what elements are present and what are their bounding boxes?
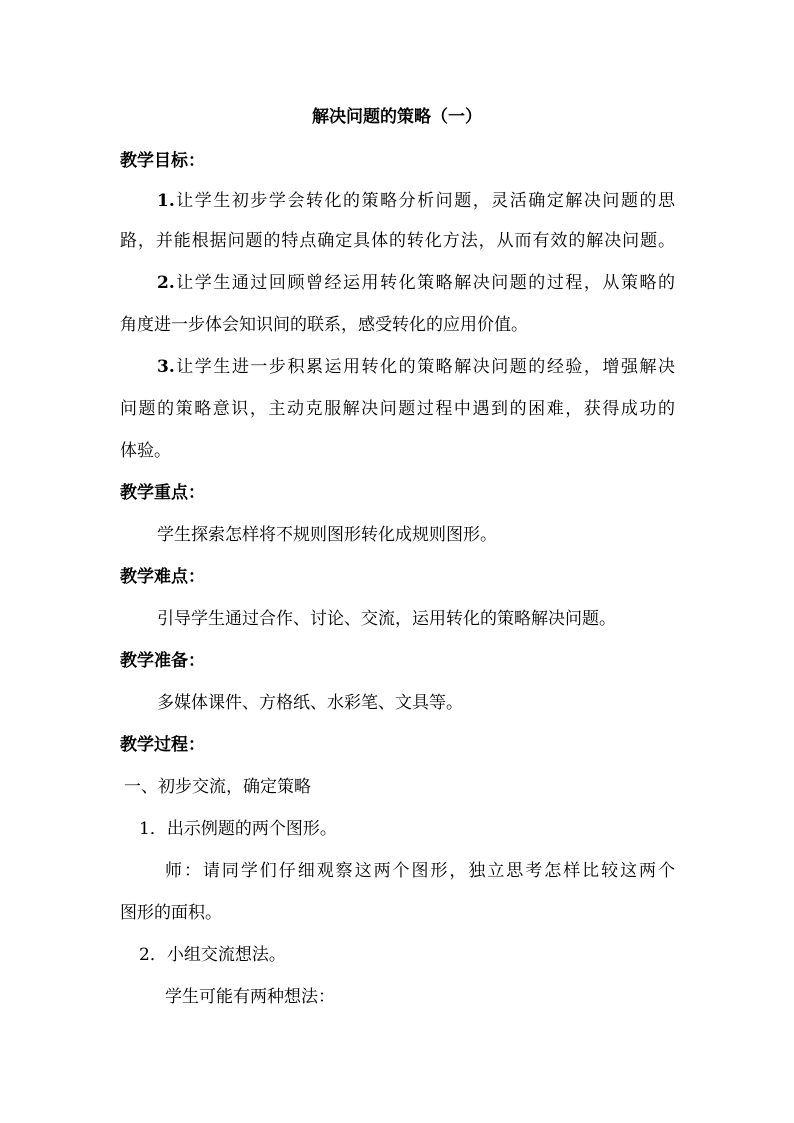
process-part-1: 一、初步交流，确定策略 [124, 777, 311, 797]
goal-2-text: 让学生通过回顾曾经运用转化策略解决问题的过程，从策略的 [174, 273, 675, 293]
goal-1-line-2: 路，并能根据问题的特点确定具体的转化方法，从而有效的解决问题。 [120, 231, 675, 251]
key-point-text: 学生探索怎样将不规则图形转化成规则图形。 [157, 525, 497, 545]
key-point-heading: 教学重点： [120, 483, 205, 503]
goals-heading: 教学目标： [120, 151, 205, 171]
goal-3-text: 让学生进一步积累运用转化的策略解决问题的经验，增强解决 [174, 357, 675, 377]
preparation-text: 多媒体课件、方格纸、水彩笔、文具等。 [157, 693, 463, 713]
goal-3-number: 3. [157, 357, 175, 377]
process-step-1: 1．出示例题的两个图形。 [139, 819, 337, 839]
goal-1-number: 1. [157, 191, 175, 211]
goal-3-line-1 [157, 354, 675, 380]
goal-3-line-2: 问题的策略意识，主动克服解决问题过程中遇到的困难，获得成功的 [120, 399, 675, 419]
goal-1-text: 让学生初步学会转化的策略分析问题，灵活确定解决问题的思 [174, 191, 675, 211]
process-step-2: 2．小组交流想法。 [139, 945, 286, 965]
process-heading: 教学过程： [120, 735, 205, 755]
goal-2-line-2: 角度进一步体会知识间的联系，感受转化的应用价值。 [120, 315, 528, 335]
process-step-1-line-2: 图形的面积。 [120, 903, 222, 923]
goal-2-number: 2. [157, 273, 175, 293]
goal-3-line-3: 体验。 [120, 441, 171, 461]
preparation-heading: 教学准备： [120, 651, 205, 671]
difficulty-heading: 教学难点： [120, 567, 205, 587]
process-step-2-text: 学生可能有两种想法： [165, 987, 335, 1007]
process-step-1-line-1: 师：请同学们仔细观察这两个图形，独立思考怎样比较这两个 [165, 861, 675, 881]
difficulty-text: 引导学生通过合作、讨论、交流，运用转化的策略解决问题。 [157, 609, 616, 629]
document-title: 解决问题的策略（一） [312, 107, 482, 127]
goal-2-line-1 [157, 270, 675, 296]
goal-1-line-1 [157, 188, 675, 214]
